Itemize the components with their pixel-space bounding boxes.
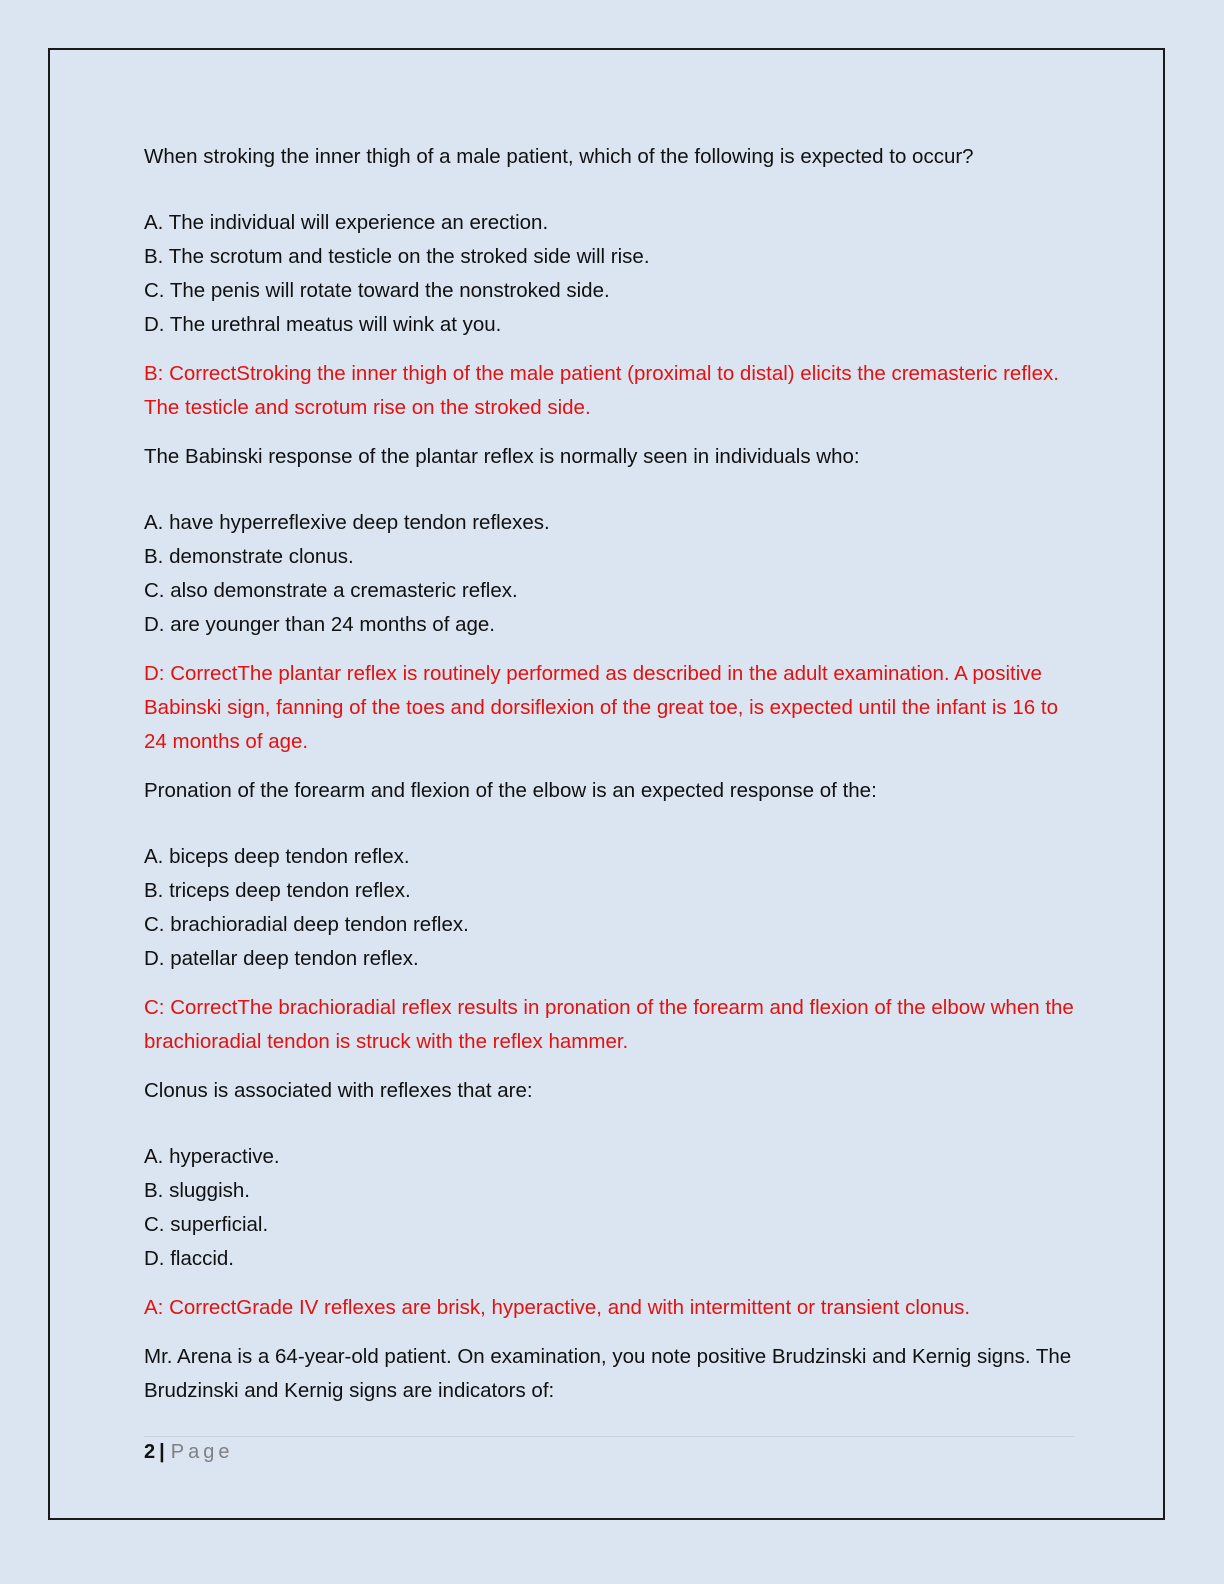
option-c: C. brachioradial deep tendon reflex. (144, 913, 469, 936)
question-block-4 (144, 1074, 1074, 1325)
question-text: Pronation of the forearm and flexion of the elbow is an expected response of the: (144, 779, 877, 802)
question-text: Mr. Arena is a 64-year-old patient. On examination, you note positive Brudzinski and Kernig signs. The Brudzinski and Kernig signs are indicators of: (144, 1345, 1072, 1402)
options-list (144, 840, 1074, 976)
answer-rationale: C: CorrectThe brachioradial reflex results in pronation of the forearm and flexion of the elbow when the brachioradial tendon is struck with the reflex hammer. (144, 996, 1074, 1053)
option-d: D. flaccid. (144, 1247, 234, 1270)
option-c: C. The penis will rotate toward the nonstroked side. (144, 279, 610, 302)
question-text: Clonus is associated with reflexes that are: (144, 1079, 533, 1102)
option-a: A. The individual will experience an erection. (144, 211, 549, 234)
option-b: B. triceps deep tendon reflex. (144, 879, 411, 902)
page-label: Page (170, 1441, 234, 1463)
question-block-5 (144, 1340, 1074, 1408)
footer-separator: | (159, 1441, 165, 1463)
question-text: When stroking the inner thigh of a male patient, which of the following is expected to occur? (144, 145, 974, 168)
question-text: The Babinski response of the plantar reflex is normally seen in individuals who: (144, 445, 860, 468)
option-a: A. hyperactive. (144, 1145, 280, 1168)
question-block-2 (144, 440, 1074, 759)
question-block-3 (144, 774, 1074, 1059)
options-list (144, 506, 1074, 642)
option-a: A. biceps deep tendon reflex. (144, 845, 410, 868)
answer-rationale: B: CorrectStroking the inner thigh of the male patient (proximal to distal) elicits the cremasteric reflex. The testicle and scrotum rise on the stroked side. (144, 362, 1059, 419)
page-footer (144, 1436, 1074, 1464)
option-d: D. The urethral meatus will wink at you. (144, 313, 502, 336)
options-list (144, 1140, 1074, 1276)
page-number: 2 (144, 1441, 156, 1463)
option-b: B. sluggish. (144, 1179, 250, 1202)
option-c: C. superficial. (144, 1213, 269, 1236)
question-block-1 (144, 140, 1074, 425)
options-list (144, 206, 1074, 342)
option-b: B. demonstrate clonus. (144, 545, 354, 568)
answer-rationale: A: CorrectGrade IV reflexes are brisk, hyperactive, and with intermittent or transient clonus. (144, 1296, 971, 1319)
option-d: D. patellar deep tendon reflex. (144, 947, 419, 970)
option-a: A. have hyperreflexive deep tendon reflexes. (144, 511, 550, 534)
option-c: C. also demonstrate a cremasteric reflex. (144, 579, 518, 602)
answer-rationale: D: CorrectThe plantar reflex is routinely performed as described in the adult examination. A positive Babinski sign, fanning of the toes and dorsiflexion of the great toe, is expected until the infant is 16 to 24 months of age. (144, 662, 1058, 753)
document-body (144, 140, 1074, 1408)
option-b: B. The scrotum and testicle on the stroked side will rise. (144, 245, 650, 268)
option-d: D. are younger than 24 months of age. (144, 613, 496, 636)
